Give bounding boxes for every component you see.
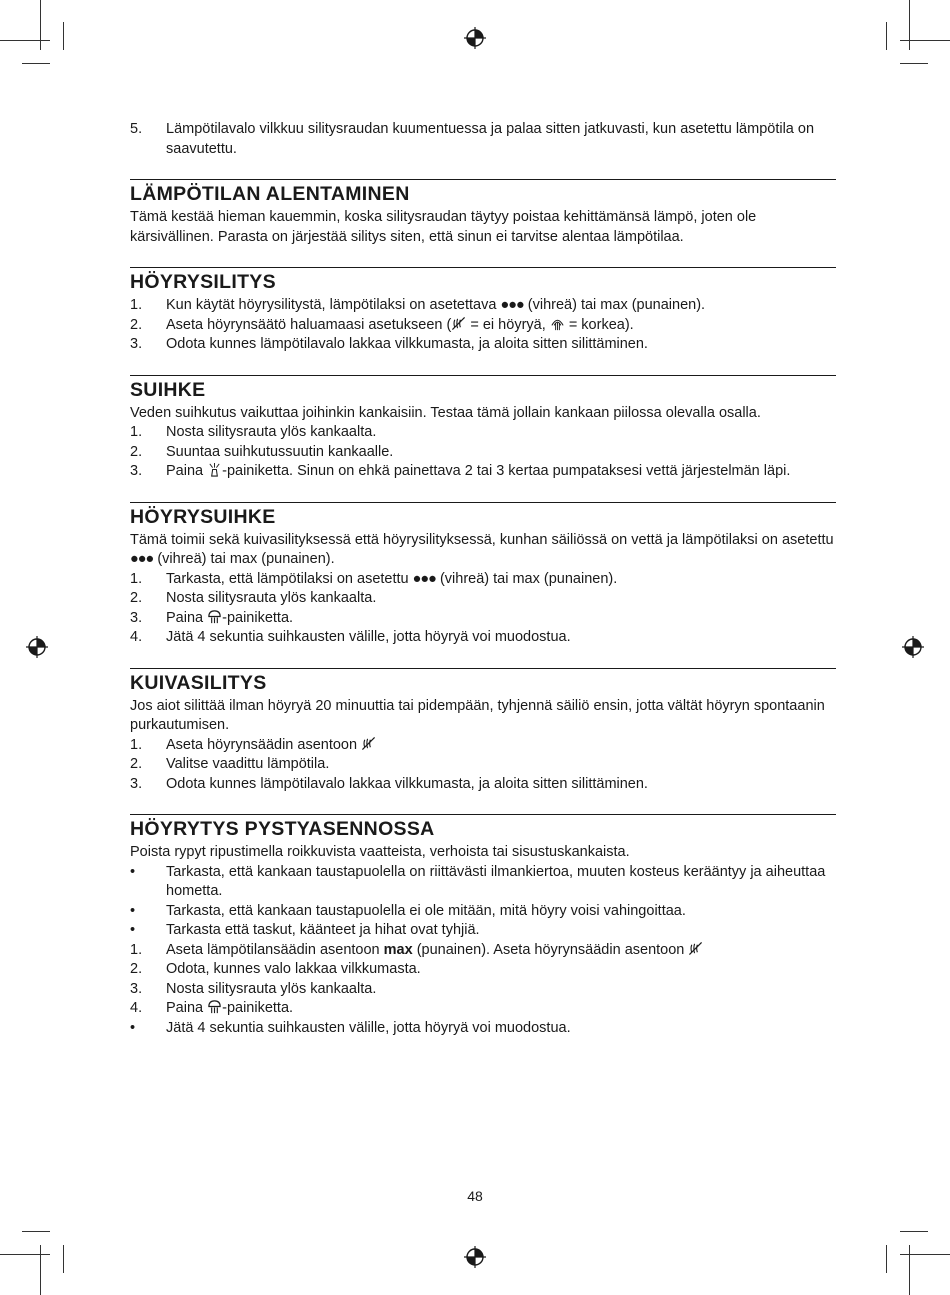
list-item bbox=[130, 628, 836, 648]
crop-mark bbox=[22, 63, 50, 64]
list-item bbox=[130, 609, 836, 629]
item-number: 2. bbox=[130, 590, 143, 606]
section-text: Tämä kestää hieman kauemmin, koska silitysraudan täytyy poistaa kehittämänsä lämpö, joten ole kärsivällinen. Parasta on järjestää silitys siten, että sinun ei tarvitse alentaa lämpötilaa. bbox=[130, 209, 757, 245]
crop-mark bbox=[63, 22, 64, 50]
item-text: Tarkasta, että kankaan taustapuolella ei ole mitään, mitä höyry voisi vahingoittaa. bbox=[166, 902, 686, 919]
steam-burst-icon bbox=[207, 609, 222, 624]
crop-mark bbox=[886, 22, 887, 50]
crop-mark bbox=[900, 63, 928, 64]
section-text: Tämä toimii sekä kuivasilityksessä että höyrysilityksessä, kunhan säiliössä on vettä ja lämpötilaksi on asetettu ●●● (vihreä) tai max (punainen). bbox=[130, 531, 834, 567]
crop-mark bbox=[22, 1231, 50, 1232]
item-text: Valitse vaadittu lämpötila. bbox=[166, 756, 330, 772]
section-text: Poista rypyt ripustimella roikkuvista vaatteista, verhoista tai sisustuskankaista. bbox=[130, 844, 630, 860]
list-item bbox=[130, 755, 836, 775]
item-number: 2. bbox=[130, 961, 143, 977]
list-item bbox=[130, 316, 836, 336]
section-title: KUIVASILITYS bbox=[130, 671, 267, 694]
item-text: Jätä 4 sekuntia suihkausten välille, jotta höyryä voi muodostua. bbox=[166, 1019, 571, 1036]
crop-mark bbox=[40, 1245, 41, 1295]
page-number: 48 bbox=[467, 1188, 483, 1204]
section-lowering bbox=[130, 179, 836, 247]
item-bullet: • bbox=[130, 922, 136, 938]
item-text: Nosta silitysrauta ylös kankaalta. bbox=[166, 424, 377, 440]
section-steam-ironing bbox=[130, 267, 836, 355]
item-text: Paina -painiketta. Sinun on ehkä painettava 2 tai 3 kertaa pumpataksesi vettä järjestelmän läpi. bbox=[166, 463, 791, 479]
item-text: Tarkasta, että kankaan taustapuolella on riittävästi ilmankiertoa, muuten kosteus kerääntyy ja aiheuttaa hometta. bbox=[166, 863, 826, 899]
section-vertical-steaming bbox=[130, 814, 836, 1038]
item-bullet: • bbox=[130, 902, 136, 919]
item-text: Paina -painiketta. bbox=[166, 609, 294, 626]
steam-burst-icon bbox=[207, 999, 222, 1014]
section-heading bbox=[130, 179, 836, 206]
item-text: Kun käytät höyrysilitystä, lämpötilaksi on asetettava ●●● (vihreä) tai max (punainen). bbox=[166, 297, 706, 313]
temperature-dots: ●●● bbox=[500, 297, 524, 313]
section-dry-ironing bbox=[130, 668, 836, 795]
registration-mark-icon bbox=[464, 27, 486, 49]
section-title: HÖYRYSUIHKE bbox=[130, 505, 276, 528]
crop-mark bbox=[909, 0, 910, 50]
item-number: 1. bbox=[130, 424, 143, 440]
item-number: 4. bbox=[130, 629, 143, 645]
item-number: 3. bbox=[130, 980, 143, 997]
max-label: max bbox=[383, 941, 413, 958]
item-number: 3. bbox=[130, 609, 143, 626]
list-item bbox=[130, 443, 836, 463]
list-item bbox=[130, 423, 836, 443]
list-item bbox=[130, 296, 836, 316]
item-bullet: • bbox=[130, 1019, 136, 1036]
list-item bbox=[130, 902, 836, 922]
crop-mark bbox=[0, 1254, 50, 1255]
item-number: 3. bbox=[130, 775, 143, 792]
item-text: Nosta silitysrauta ylös kankaalta. bbox=[166, 980, 377, 997]
crop-mark bbox=[0, 40, 50, 41]
list-item bbox=[130, 462, 836, 482]
list-item bbox=[130, 941, 836, 961]
section-heading bbox=[130, 502, 836, 529]
section-heading bbox=[130, 267, 836, 294]
item-text: Suuntaa suihkutussuutin kankaalle. bbox=[166, 443, 394, 460]
item-number: 2. bbox=[130, 443, 143, 460]
item-number: 1. bbox=[130, 941, 143, 958]
item-text: Aseta höyrynsäädin asentoon bbox=[166, 736, 836, 756]
item-number: 3. bbox=[130, 336, 143, 352]
no-steam-icon bbox=[361, 736, 376, 751]
section-title: HÖYRYSILITYS bbox=[130, 271, 276, 293]
item-number: 1. bbox=[130, 736, 143, 753]
high-steam-icon bbox=[550, 316, 565, 331]
item-number: 4. bbox=[130, 1000, 143, 1016]
item-text: Jätä 4 sekuntia suihkausten välille, jotta höyryä voi muodostua. bbox=[166, 629, 571, 645]
registration-mark-icon bbox=[902, 636, 924, 658]
item-text: Odota kunnes lämpötilavalo lakkaa vilkkumasta, ja aloita sitten silittäminen. bbox=[166, 336, 648, 352]
temperature-dots: ●●● bbox=[412, 570, 436, 587]
registration-mark-icon bbox=[26, 636, 48, 658]
item-number: 5. bbox=[130, 121, 143, 137]
section-text: Jos aiot silittää ilman höyryä 20 minuuttia tai pidempään, tyhjennä säiliö ensin, jotta vältät höyryn spontaanin purkautumisen. bbox=[130, 697, 825, 733]
registration-mark-icon bbox=[464, 1246, 486, 1268]
item-text: Paina -painiketta. bbox=[166, 1000, 294, 1016]
list-item bbox=[130, 335, 836, 355]
crop-mark bbox=[900, 1254, 950, 1255]
section-title: HÖYRYTYS PYSTYASENNOSSA bbox=[130, 818, 435, 840]
list-item bbox=[130, 120, 836, 159]
crop-mark bbox=[909, 1245, 910, 1295]
item-bullet: • bbox=[130, 863, 136, 880]
crop-mark bbox=[886, 1245, 887, 1273]
item-text: Aseta lämpötilansäädin asentoon max (punainen). Aseta höyrynsäädin asentoon bbox=[166, 941, 836, 961]
list-item bbox=[130, 980, 836, 1000]
item-number: 1. bbox=[130, 570, 143, 587]
section-heading bbox=[130, 814, 836, 841]
item-text: Odota, kunnes valo lakkaa vilkkumasta. bbox=[166, 961, 421, 977]
list-item bbox=[130, 960, 836, 980]
section-title: SUIHKE bbox=[130, 378, 206, 401]
section-text: Veden suihkutus vaikuttaa joihinkin kankaisiin. Testaa tämä jollain kankaan piilossa olevalla osalla. bbox=[130, 404, 761, 421]
item-number: 1. bbox=[130, 297, 143, 313]
item-text: Lämpötilavalo vilkkuu silitysraudan kuumentuessa ja palaa sitten jatkuvasti, kun asetettu lämpötila on saavutettu. bbox=[166, 121, 815, 157]
crop-mark bbox=[40, 0, 41, 50]
list-item bbox=[130, 589, 836, 609]
list-item bbox=[130, 1019, 836, 1039]
no-steam-icon bbox=[688, 941, 703, 956]
item-number: 2. bbox=[130, 316, 143, 333]
item-text: Nosta silitysrauta ylös kankaalta. bbox=[166, 590, 377, 606]
crop-mark bbox=[900, 1231, 928, 1232]
list-item bbox=[130, 775, 836, 795]
item-text: Tarkasta, että lämpötilaksi on asetettu ●●● (vihreä) tai max (punainen). bbox=[166, 570, 618, 587]
item-number: 3. bbox=[130, 463, 143, 479]
page-content bbox=[130, 120, 836, 1038]
list-item bbox=[130, 863, 836, 902]
spray-icon bbox=[207, 462, 222, 477]
section-heading bbox=[130, 668, 836, 695]
item-text: Tarkasta että taskut, käänteet ja hihat ovat tyhjiä. bbox=[166, 922, 480, 938]
section-spray bbox=[130, 375, 836, 482]
list-item bbox=[130, 921, 836, 941]
crop-mark bbox=[63, 1245, 64, 1273]
no-steam-icon bbox=[451, 316, 466, 331]
item-text: Odota kunnes lämpötilavalo lakkaa vilkkumasta, ja aloita sitten silittäminen. bbox=[166, 775, 648, 792]
section-title: LÄMPÖTILAN ALENTAMINEN bbox=[130, 183, 410, 205]
temperature-dots: ●●● bbox=[130, 551, 154, 567]
section-heading bbox=[130, 375, 836, 402]
item-text: Aseta höyrynsäätö haluamaasi asetukseen ( = ei höyryä, = korkea). bbox=[166, 316, 634, 333]
list-item bbox=[130, 570, 836, 590]
list-item bbox=[130, 999, 836, 1019]
section-steam-burst bbox=[130, 502, 836, 648]
crop-mark bbox=[900, 40, 950, 41]
item-number: 2. bbox=[130, 756, 143, 772]
list-item bbox=[130, 736, 836, 756]
